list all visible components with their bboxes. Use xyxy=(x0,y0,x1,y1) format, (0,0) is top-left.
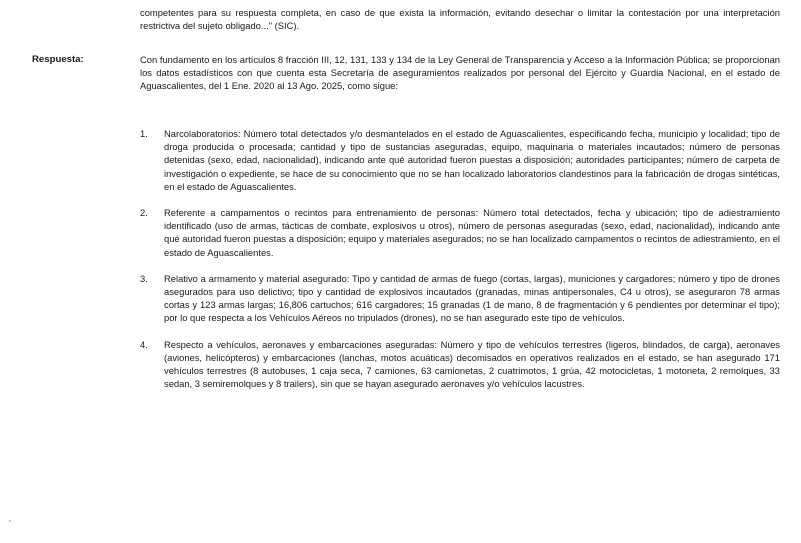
response-label: Respuesta: xyxy=(32,54,84,65)
list-item xyxy=(140,127,780,193)
list-item-number: 4. xyxy=(140,338,148,350)
scan-speck xyxy=(9,520,11,522)
list-item xyxy=(140,338,780,391)
response-list xyxy=(140,127,780,403)
list-item xyxy=(140,206,780,259)
list-item-text: Respecto a vehículos, aeronaves y embarcaciones aseguradas: Número y tipo de vehículos terrestres (ligeros, blindados, de carga), aeronaves (aviones, helicópteros) y embarcaciones (lanchas, motos acuáticas) decomisados en operativos realizados en el estado, se han asegurado 171 vehículos terrestres (8 autobuses, 1 caja seca, 7 camiones, 63 camionetas, 2 cuatrimotos, 1 grúa, 42 motocicletas, 1 motoneta, 2 remolques, 33 sedan, 3 semiremolques y 8 trailers), sin que se hayan asegurado aeronaves y/o vehículos lacustres. xyxy=(164,338,780,390)
list-item-text: Narcolaboratorios: Número total detectados y/o desmantelados en el estado de Aguascalientes, especificando fecha, municipio y localidad; tipo de droga producida o procesada; cantidad y tipo de sustancias aseguradas, equipo, maquinaria o materiales incautados; número de personas detenidas (sexo, edad, nacionalidad), indicando ante qué autoridad fueron puestas a disposición; autoridades participantes; número de carpeta de investigación o expediente, se hace de su conocimiento que no se han localizado laboratorios clandestinos para la fabricación de drogas sintéticas, en el estado de Aguascalientes. xyxy=(164,128,780,192)
response-lead-paragraph: Con fundamento en los artículos 8 fracción III, 12, 131, 133 y 134 de la Ley General de Transparencia y Acceso a la Información Pública; se proporcionan los datos estadísticos con que cuenta esta Secretaría de aseguramientos realizados por personal del Ejército y Guardia Nacional, en el estado de Aguascalientes, del 1 Ene. 2020 al 13 Ago. 2025, como sigue: xyxy=(140,54,780,92)
list-item-text: Referente a campamentos o recintos para entrenamiento de personas: Número total detectados, fecha y ubicación; tipo de adiestramiento identificado (uso de armas, tácticas de combate, explosivos u otros), número de personas aseguradas (sexo, edad, nacionalidad), indicando ante qué autoridad fueron puestas a disposición; equipo y materiales asegurados; no se han localizado campamentos o recintos de adiestramiento, en el estado de Aguascalientes. xyxy=(164,207,780,258)
list-item-text: Relativo a armamento y material asegurado: Tipo y cantidad de armas de fuego (cortas, largas), municiones y cargadores; número y tipo de drones asegurados para uso delictivo; tipo y cantidad de explosivos incautados (granadas, minas antipersonales, C4 u otros), se aseguraron 78 armas cortas y 123 armas largas; 16,806 cartuchos; 616 cargadores; 15 granadas (1 de mano, 8 de fragmentación y 6 pendientes por determinar el tipo); por lo que respecta a los Vehículos Aéreos no tripulados (drones), no se han asegurado este tipo de vehículos. xyxy=(164,272,780,324)
list-item xyxy=(140,272,780,325)
list-item-number: 3. xyxy=(140,272,148,284)
list-item-number: 1. xyxy=(140,128,148,139)
intro-paragraph: competentes para su respuesta completa, en caso de que exista la información, evitando desechar o limitar la contestación por una interpretación restrictiva del sujeto obligado..." (SIC). xyxy=(140,7,780,32)
list-item-number: 2. xyxy=(140,207,148,219)
